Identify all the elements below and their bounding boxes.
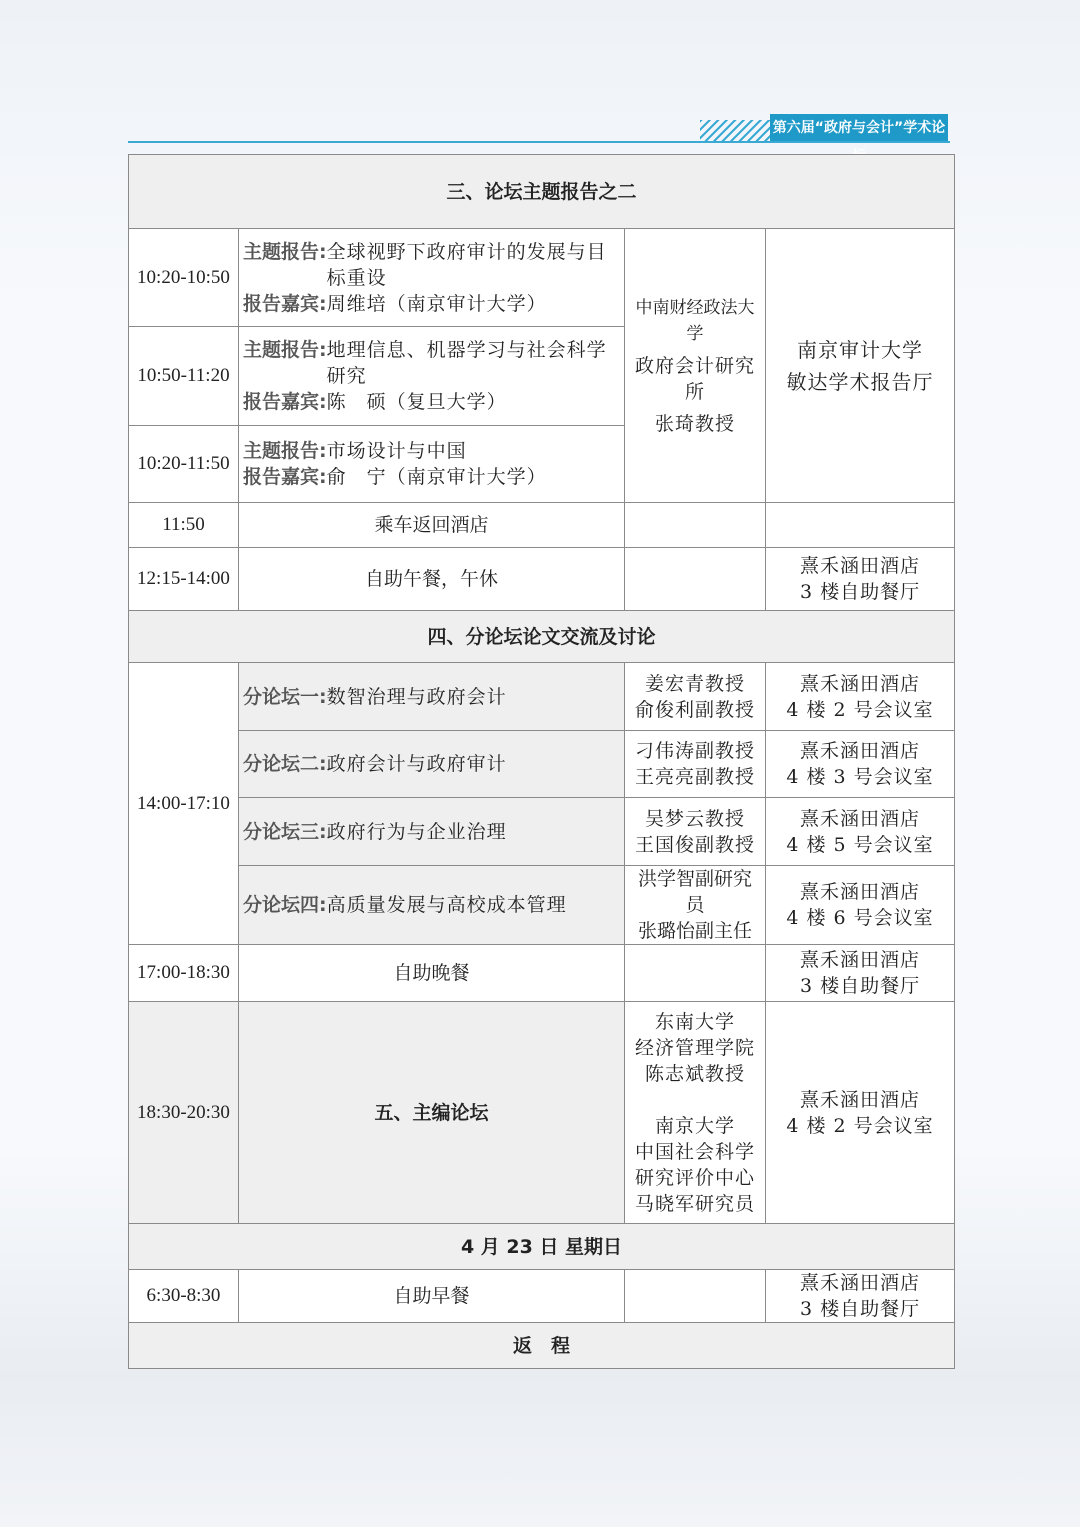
host-line: 张琦教授 [654, 412, 735, 435]
section4-title: 四、分论坛论文交流及讨论 [129, 611, 955, 663]
host-line: 马晓军研究员 [634, 1192, 755, 1215]
time-cell: 17:00-18:30 [129, 945, 239, 1002]
venue-line: 3 楼自助餐厅 [799, 1298, 921, 1320]
venue-cell [766, 731, 955, 798]
venue-cell [766, 1270, 955, 1323]
empty-cell [625, 1270, 766, 1323]
topic-label: 主题报告: [243, 240, 327, 263]
host-line: 张璐怡副主任 [637, 920, 752, 942]
venue-line: 3 楼自助餐厅 [799, 975, 921, 997]
activity-cell: 自助晚餐 [239, 945, 625, 1002]
speaker-text: 俞 宁（南京审计大学） [326, 466, 547, 488]
host-cell [625, 798, 766, 866]
forum-cell [239, 731, 625, 798]
venue-line: 南京审计大学 [797, 337, 923, 362]
empty-cell [625, 503, 766, 548]
venue-line: 熹禾涵田酒店 [800, 672, 921, 695]
venue-line: 3 楼自助餐厅 [799, 581, 921, 603]
host-line: 吴梦云教授 [644, 807, 745, 830]
table-row [129, 945, 955, 1002]
section3-title: 三、论坛主题报告之二 [129, 155, 955, 229]
time-cell: 14:00-17:10 [129, 663, 239, 945]
venue-cell [766, 1002, 955, 1224]
speaker-label: 报告嘉宾: [243, 466, 327, 488]
activity-cell: 自助早餐 [239, 1270, 625, 1323]
host-line: 政府会计研究所 [634, 354, 755, 403]
speaker-text: 陈 硕（复旦大学） [326, 391, 507, 413]
venue-line: 熹禾涵田酒店 [800, 555, 921, 577]
time-cell: 11:50 [129, 503, 239, 548]
host-line: 洪学智副研究员 [637, 868, 752, 916]
venue-line: 4 楼 6 号会议室 [786, 907, 934, 929]
time-cell: 18:30-20:30 [129, 1002, 239, 1224]
host-line: 中国社会科学 [634, 1140, 755, 1163]
forum-topic: 政府行为与企业治理 [326, 820, 507, 843]
venue-line: 4 楼 2 号会议室 [786, 1114, 934, 1137]
day-title: 4 月 23 日 星期日 [129, 1224, 955, 1270]
time-cell: 10:20-11:50 [129, 426, 239, 503]
activity-cell: 自助午餐，午休 [239, 548, 625, 611]
table-row [129, 229, 955, 327]
forum-cell [239, 798, 625, 866]
section3-header-row [129, 155, 955, 229]
talk-cell [239, 426, 625, 503]
host-cell [625, 866, 766, 945]
forum-topic: 数智治理与政府会计 [326, 685, 507, 708]
host-line: 俞俊利副教授 [634, 698, 755, 721]
host-cell [625, 229, 766, 503]
topic-text: 全球视野下政府审计的发展与目标重设 [326, 240, 607, 289]
section5-title: 五、主编论坛 [239, 1002, 625, 1224]
host-line: 姜宏青教授 [644, 672, 745, 695]
forum-label: 分论坛一: [243, 685, 327, 708]
speaker-label: 报告嘉宾: [243, 292, 327, 315]
return-title: 返 程 [129, 1323, 955, 1369]
section5-row [129, 1002, 955, 1224]
host-cell [625, 1002, 766, 1224]
topic-text: 市场设计与中国 [326, 440, 467, 462]
table-row [129, 866, 955, 945]
host-line: 王国俊副教授 [634, 833, 755, 856]
speaker-text: 周维培（南京审计大学） [326, 292, 547, 315]
activity-cell: 乘车返回酒店 [239, 503, 625, 548]
venue-cell [766, 229, 955, 503]
host-line: 经济管理学院 [634, 1036, 755, 1059]
venue-line: 熹禾涵田酒店 [800, 949, 921, 971]
host-line: 陈志斌教授 [644, 1062, 745, 1085]
venue-line: 熹禾涵田酒店 [800, 1088, 921, 1111]
empty-cell [766, 503, 955, 548]
host-line: 刁伟涛副教授 [634, 740, 755, 762]
time-cell: 10:50-11:20 [129, 327, 239, 426]
return-row [129, 1323, 955, 1369]
forum-label: 分论坛三: [243, 820, 327, 843]
forum-cell [239, 866, 625, 945]
talk-cell [239, 327, 625, 426]
forum-label: 分论坛二: [243, 753, 327, 775]
venue-cell [766, 798, 955, 866]
topic-label: 主题报告: [243, 339, 327, 361]
venue-line: 4 楼 2 号会议室 [786, 698, 934, 721]
table-row [129, 1270, 955, 1323]
venue-cell [766, 548, 955, 611]
table-row [129, 503, 955, 548]
forum-label: 分论坛四: [243, 894, 327, 916]
venue-cell [766, 945, 955, 1002]
time-cell: 6:30-8:30 [129, 1270, 239, 1323]
forum-cell [239, 663, 625, 731]
schedule-table [128, 154, 955, 1369]
host-line: 王亮亮副教授 [634, 766, 755, 788]
venue-line: 熹禾涵田酒店 [800, 881, 921, 903]
header-hatch-decoration [700, 120, 770, 142]
empty-cell [625, 945, 766, 1002]
host-line: 中南财经政法大学 [635, 297, 755, 344]
venue-cell [766, 663, 955, 731]
host-line: 东南大学 [654, 1010, 735, 1033]
spacer [629, 1087, 761, 1113]
venue-line: 敏达学术报告厅 [786, 369, 934, 394]
topic-text: 地理信息、机器学习与社会科学研究 [326, 339, 607, 387]
header-rule [128, 141, 950, 143]
time-cell: 12:15-14:00 [129, 548, 239, 611]
venue-line: 熹禾涵田酒店 [800, 1272, 921, 1294]
table-row [129, 798, 955, 866]
time-cell: 10:20-10:50 [129, 229, 239, 327]
topic-label: 主题报告: [243, 440, 327, 462]
forum-badge: 第六届“政府与会计”学术论 [770, 114, 948, 142]
table-row [129, 663, 955, 731]
forum-topic: 高质量发展与高校成本管理 [326, 894, 567, 916]
host-cell [625, 731, 766, 798]
venue-line: 4 楼 5 号会议室 [786, 833, 934, 856]
venue-line: 4 楼 3 号会议室 [786, 766, 934, 788]
host-cell [625, 663, 766, 731]
venue-line: 熹禾涵田酒店 [800, 807, 921, 830]
table-row [129, 548, 955, 611]
table-row [129, 731, 955, 798]
day-header-row [129, 1224, 955, 1270]
empty-cell [625, 548, 766, 611]
forum-topic: 政府会计与政府审计 [326, 753, 507, 775]
host-line: 研究评价中心 [634, 1166, 755, 1189]
venue-cell [766, 866, 955, 945]
venue-line: 熹禾涵田酒店 [800, 740, 921, 762]
speaker-label: 报告嘉宾: [243, 391, 327, 413]
host-line: 南京大学 [654, 1114, 735, 1137]
talk-cell [239, 229, 625, 327]
section4-header-row [129, 611, 955, 663]
